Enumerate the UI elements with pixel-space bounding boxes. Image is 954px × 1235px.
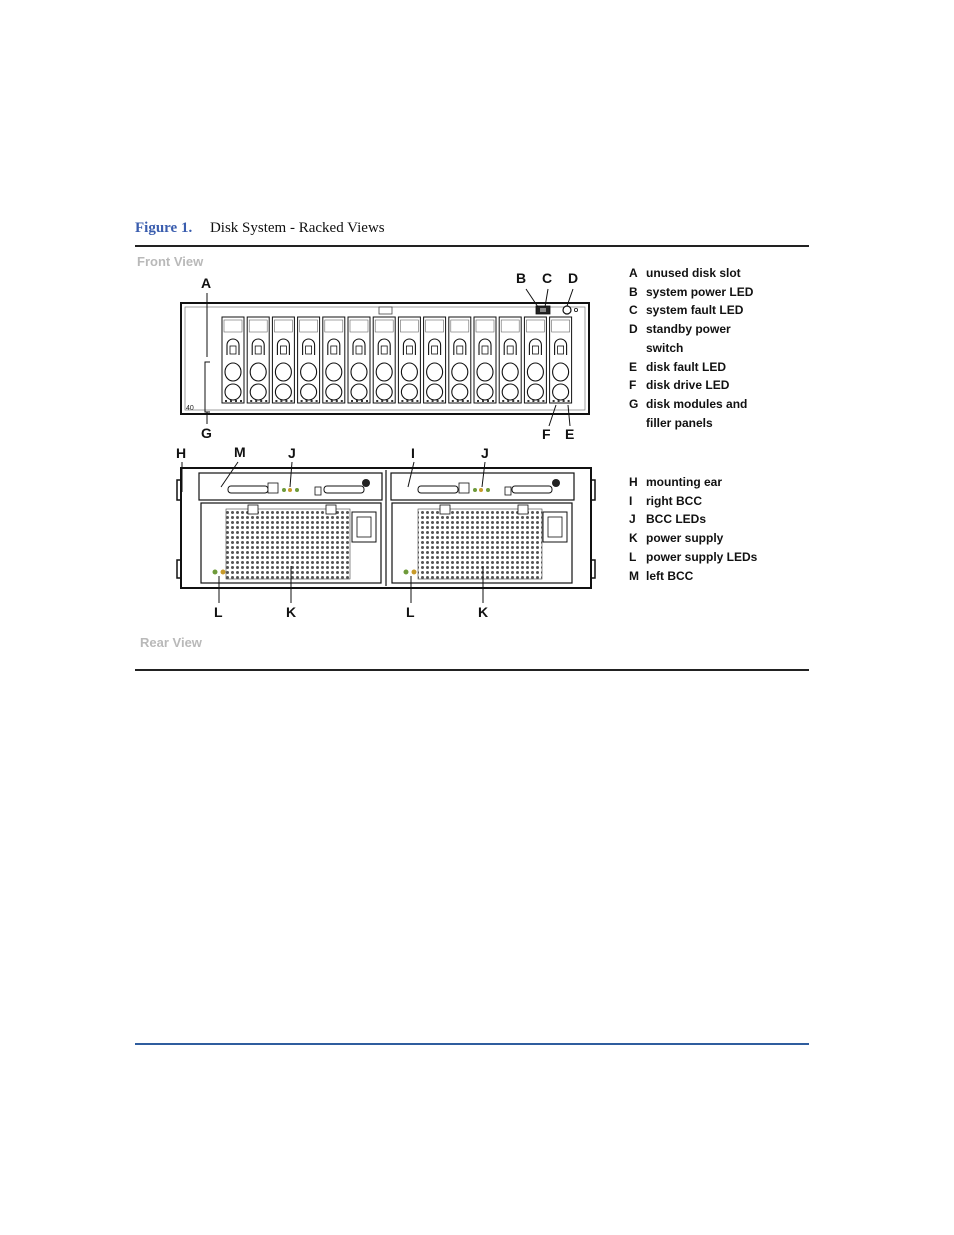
disk-led [255, 400, 257, 402]
disk-led [225, 400, 227, 402]
disk-led [437, 400, 439, 402]
disk-led [301, 400, 303, 402]
legend-key: A [629, 266, 638, 280]
disk-led [457, 400, 459, 402]
legend-item [629, 264, 764, 283]
legend-text: left BCC [646, 568, 694, 583]
disk-module [499, 317, 521, 403]
disk-led [376, 400, 378, 402]
disk-led [432, 400, 434, 402]
disk-led [406, 400, 408, 402]
legend-key: D [629, 322, 638, 337]
disk-led [285, 400, 287, 402]
disk-led [502, 400, 504, 402]
disk-led [240, 400, 242, 402]
legend-key: J [629, 512, 636, 527]
power-supply-led [213, 570, 218, 575]
power-supply-led [412, 570, 417, 575]
disk-module [247, 317, 269, 403]
legend-item [629, 320, 764, 357]
legend-item [629, 567, 764, 586]
disk-led [381, 400, 383, 402]
bcc-led [288, 488, 292, 492]
system-fault-led [540, 308, 546, 312]
disk-module [550, 317, 572, 403]
legend-text: disk fault LED [646, 359, 727, 374]
legend-text: power supply LEDs [646, 549, 758, 564]
standby-power-switch [563, 306, 571, 314]
bcc-led [295, 488, 299, 492]
legend-text: disk modules and filler panels [646, 396, 748, 430]
callout-e: E [565, 426, 575, 442]
legend-item [629, 529, 764, 548]
disk-led [265, 400, 267, 402]
bcc-led [479, 488, 483, 492]
disk-led [477, 400, 479, 402]
legend-text: right BCC [646, 493, 702, 508]
disk-led [336, 400, 338, 402]
disk-led [492, 400, 494, 402]
legend-item [629, 395, 764, 432]
callout-f: F [542, 426, 551, 442]
disk-led [250, 400, 252, 402]
legend-key: K [629, 531, 638, 546]
callout-c: C [542, 270, 553, 286]
callout-h: H [176, 445, 187, 461]
figure-title: Disk System - Racked Views [209, 220, 385, 236]
disk-led [442, 400, 444, 402]
legend-item [629, 358, 764, 377]
callout-d: D [568, 270, 579, 286]
legend-key: M [629, 568, 639, 583]
disk-led [356, 400, 358, 402]
disk-led [386, 400, 388, 402]
callout-j-left: J [288, 445, 296, 461]
disk-module [424, 317, 446, 403]
disk-module [373, 317, 395, 403]
rear-view-label: Rear View [140, 635, 202, 650]
disk-led [462, 400, 464, 402]
rear-legend [629, 473, 764, 585]
disk-module [474, 317, 496, 403]
disk-led [316, 400, 318, 402]
legend-text: system fault LED [646, 303, 744, 318]
legend-item [629, 283, 764, 302]
disk-module [272, 317, 294, 403]
disk-module [449, 317, 471, 403]
disk-led [235, 400, 237, 402]
disk-led [532, 400, 534, 402]
right-power-supply [392, 503, 572, 583]
disk-led [260, 400, 262, 402]
disk-module [298, 317, 320, 403]
disk-led [366, 400, 368, 402]
disk-led [416, 400, 418, 402]
legend-item [629, 473, 764, 492]
power-supply-led [221, 570, 226, 575]
disk-led [275, 400, 277, 402]
disk-led [568, 400, 570, 402]
callout-k-right: K [478, 604, 489, 620]
front-legend [629, 264, 764, 432]
disk-module [323, 317, 345, 403]
legend-key: G [629, 396, 639, 411]
legend-key: I [629, 493, 633, 508]
disk-led [361, 400, 363, 402]
disk-led [553, 400, 555, 402]
disk-led [537, 400, 539, 402]
disk-led [230, 400, 232, 402]
disk-led [326, 400, 328, 402]
disk-led [411, 400, 413, 402]
callout-k-left: K [286, 604, 297, 620]
disk-module [222, 317, 244, 403]
legend-key: B [629, 284, 638, 299]
disk-module [398, 317, 420, 403]
disk-led [507, 400, 509, 402]
power-icon [574, 308, 577, 311]
legend-text: standby power switch [646, 322, 731, 355]
legend-text: mounting ear [646, 475, 723, 489]
legend-item [629, 492, 764, 511]
power-supply-led [404, 570, 409, 575]
disk-led [427, 400, 429, 402]
front-view-label: Front View [137, 254, 204, 269]
disk-led [391, 400, 393, 402]
callout-g: G [201, 425, 212, 441]
bcc-led [282, 488, 286, 492]
disk-led [280, 400, 282, 402]
disk-led [542, 400, 544, 402]
legend-text: system power LED [646, 284, 754, 299]
disk-led [467, 400, 469, 402]
legend-key: H [629, 475, 638, 489]
callout-m: M [234, 444, 246, 460]
bcc-led [473, 488, 477, 492]
disk-led [482, 400, 484, 402]
legend-text: disk drive LED [646, 378, 730, 393]
disk-led [558, 400, 560, 402]
figure-label: Figure 1. [135, 220, 193, 236]
disk-module [348, 317, 370, 403]
disk-led [487, 400, 489, 402]
legend-key: L [629, 549, 637, 564]
bcc-led [486, 488, 490, 492]
callout-l-left: L [214, 604, 223, 620]
disk-led [351, 400, 353, 402]
disk-led [517, 400, 519, 402]
disk-led [563, 400, 565, 402]
legend-item [629, 301, 764, 320]
legend-key: E [629, 359, 638, 374]
disk-led [306, 400, 308, 402]
legend-item [629, 376, 764, 395]
legend-item [629, 510, 764, 529]
disk-led [452, 400, 454, 402]
callout-b: B [516, 270, 527, 286]
legend-text: BCC LEDs [646, 512, 707, 527]
legend-text: unused disk slot [646, 266, 741, 280]
callout-j-right: J [481, 445, 489, 461]
panel-marking: 40 [186, 405, 194, 412]
disk-led [311, 400, 313, 402]
legend-key: F [629, 378, 637, 393]
disk-led [401, 400, 403, 402]
disk-led [512, 400, 514, 402]
disk-led [527, 400, 529, 402]
disk-led [341, 400, 343, 402]
disk-led [290, 400, 292, 402]
legend-item [629, 548, 764, 567]
disk-module [524, 317, 546, 403]
legend-text: power supply [646, 531, 724, 546]
disk-led [331, 400, 333, 402]
callout-l-right: L [406, 604, 415, 620]
callout-i: I [411, 445, 415, 461]
legend-key: C [629, 303, 638, 318]
callout-a: A [201, 275, 212, 291]
